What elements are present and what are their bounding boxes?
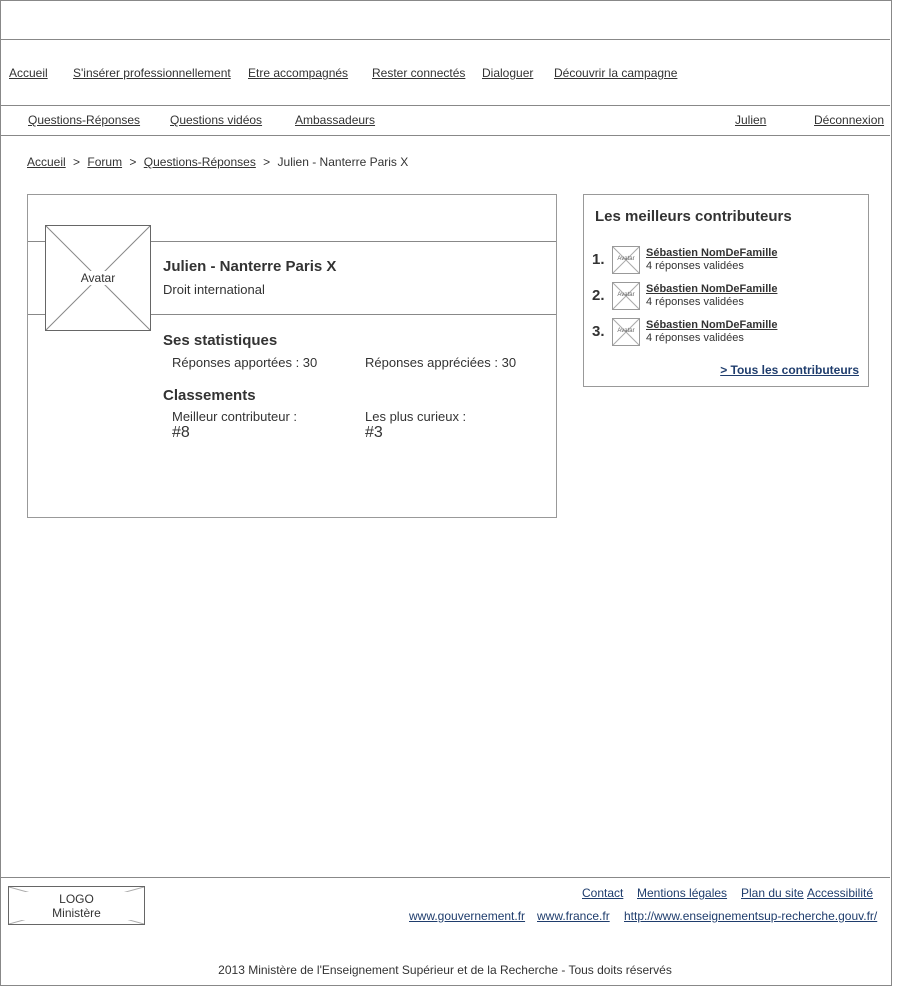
avatar-label: Avatar [46,271,150,285]
breadcrumb-forum[interactable]: Forum [87,155,123,169]
footer-link-plan[interactable]: Plan du site [741,886,804,900]
footer-link-enseignementsup[interactable]: http://www.enseignementsup-recherche.gouv.fr/ [624,909,878,923]
all-contributors-link[interactable]: > Tous les contributeurs [720,363,859,377]
profile-subtitle: Droit international [163,282,265,297]
ministry-logo[interactable] [8,886,145,925]
nav-item-etre-accompagnes[interactable]: Etre accompagnés [248,66,349,80]
logo-sublabel: Ministère [9,906,144,920]
profile-name: Julien - Nanterre Paris X [163,258,337,275]
contributor-row [592,246,852,276]
contributor-avatar[interactable] [612,246,640,274]
contributor-rank: 1. [592,251,605,268]
contributor-row [592,282,852,312]
rankings-title: Classements [163,387,256,404]
contributors-title: Les meilleurs contributeurs [595,208,792,225]
breadcrumb-separator: > [129,155,137,169]
user-profile-link[interactable]: Julien [735,113,767,127]
nav-item-accueil[interactable]: Accueil [9,66,48,80]
top-contributors-panel [583,194,869,387]
profile-panel [27,194,557,518]
breadcrumb-separator: > [73,155,81,169]
main-nav [0,39,890,106]
footer-link-contact[interactable]: Contact [582,886,624,900]
logout-link[interactable]: Déconnexion [814,113,885,127]
breadcrumb [27,155,408,169]
ranking-value: #3 [365,424,383,441]
stats-title: Ses statistiques [163,332,278,349]
avatar-label: Avatar [617,256,635,262]
contributor-count: 4 réponses validées [646,296,744,308]
footer-link-france[interactable]: www.france.fr [537,909,610,923]
contributor-rank: 2. [592,287,605,304]
copyright: 2013 Ministère de l'Enseignement Supérieur et de la Recherche - Tous doits réservés [218,963,672,977]
footer-link-gouvernement[interactable]: www.gouvernement.fr [409,909,526,923]
avatar [45,225,151,331]
breadcrumb-accueil[interactable]: Accueil [27,155,66,169]
contributor-rank: 3. [592,323,605,340]
stat-reponses-apportees: Réponses apportées : 30 [172,355,318,370]
subnav-item-questions-reponses[interactable]: Questions-Réponses [28,113,141,127]
nav-item-sinserer[interactable]: S'insérer professionnellement [73,66,231,80]
footer-link-mentions[interactable]: Mentions légales [637,886,728,900]
nav-item-dialoguer[interactable]: Dialoguer [482,66,534,80]
contributor-avatar[interactable] [612,318,640,346]
ranking-label: Les plus curieux : [365,409,467,424]
breadcrumb-questions-reponses[interactable]: Questions-Réponses [143,155,256,169]
nav-item-rester-connectes[interactable]: Rester connectés [372,66,466,80]
avatar-label: Avatar [617,292,635,298]
contributor-name[interactable]: Sébastien NomDeFamille [646,247,778,259]
avatar-label: Avatar [617,328,635,334]
ranking-label: Meilleur contributeur : [172,409,297,424]
contributor-name[interactable]: Sébastien NomDeFamille [646,283,778,295]
sub-nav [0,105,890,136]
contributor-count: 4 réponses validées [646,260,744,272]
footer [0,877,890,985]
breadcrumb-current: Julien - Nanterre Paris X [277,155,409,169]
contributor-avatar[interactable] [612,282,640,310]
contributor-name[interactable]: Sébastien NomDeFamille [646,319,778,331]
breadcrumb-separator: > [263,155,271,169]
nav-item-decouvrir[interactable]: Découvrir la campagne [554,66,678,80]
contributor-count: 4 réponses validées [646,332,744,344]
footer-link-accessibilite[interactable]: Accessibilité [807,886,874,900]
subnav-item-questions-videos[interactable]: Questions vidéos [170,113,263,127]
logo-label: LOGO [9,892,144,906]
subnav-item-ambassadeurs[interactable]: Ambassadeurs [295,113,376,127]
ranking-value: #8 [172,424,190,441]
contributor-row [592,318,852,348]
stat-reponses-appreciees: Réponses appréciées : 30 [365,355,517,370]
